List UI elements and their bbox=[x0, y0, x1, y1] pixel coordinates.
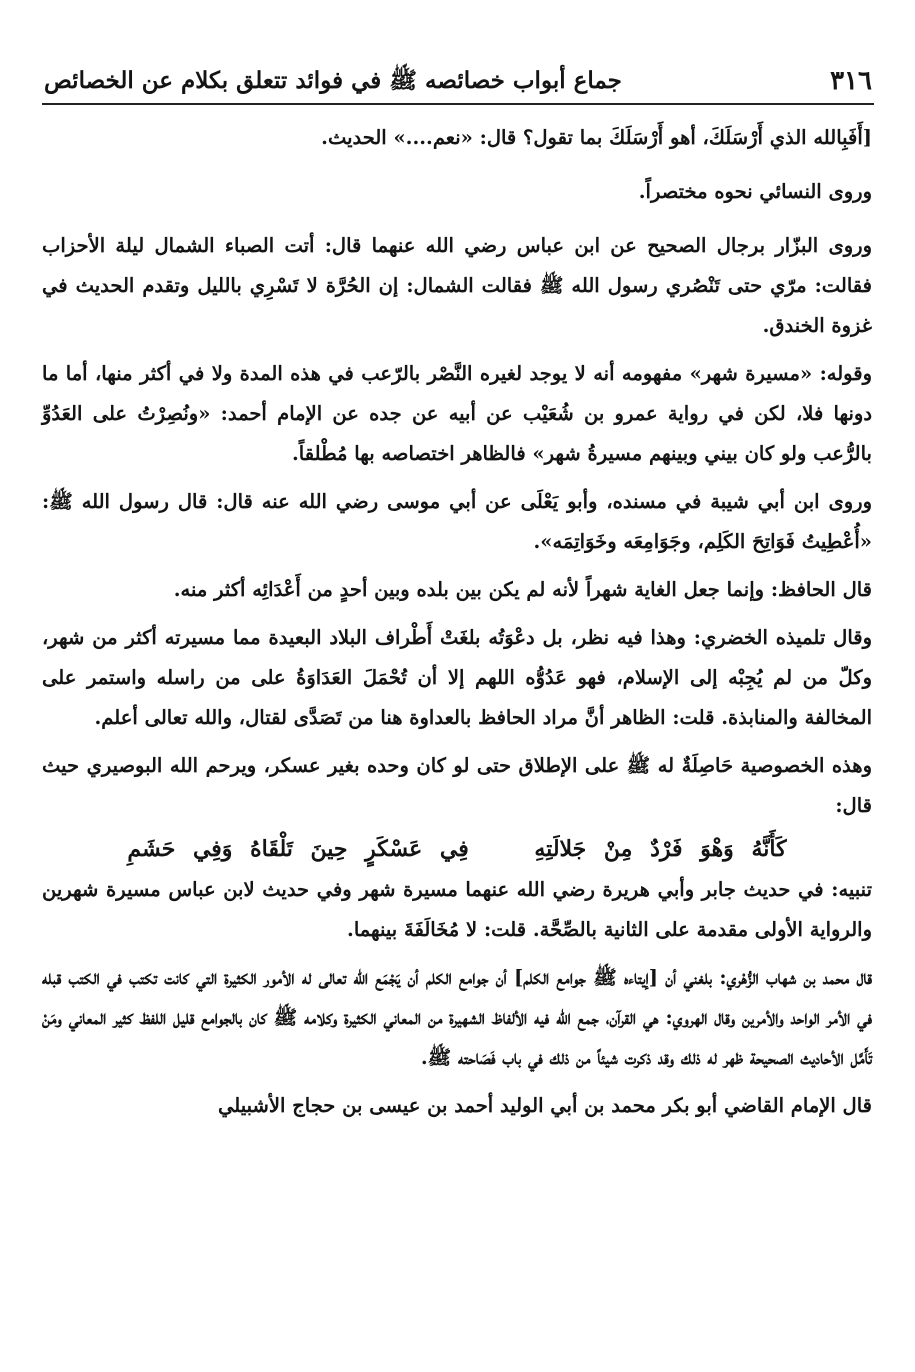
running-title: جماع أبواب خصائصه ﷺ في فوائد تتعلق بكلام عن الخصائص bbox=[44, 67, 622, 94]
header-rule bbox=[42, 103, 874, 105]
paragraph: وهذه الخصوصية حَاصِلَةٌ له ﷺ على الإطلاق حتى لو كان وحده بغير عسكر، ويرحم الله البوصيري حيث قال: bbox=[42, 754, 872, 817]
paragraph: قال محمد بن شهاب الزُّهْري: بلغني أن [إيتاءه ﷺ جوامع الكلم] أن جوامع الكلم أن يَجْمَع الله تعالى له الأمور الكثيرة التي كانت تكتب في الكتب قبله في الأمر الواحد والأمرين وقال الهروي: هي القرآن، جمع الله فيه الألفاظ الشهيرة من المعاني الكثيرة وكلامه ﷺ كان بالجوامع قليل اللفظ كثير المعاني ومَنْ تَأَمَّل الأحاديث الصحيحة ظهر له ذلك وقد ذكرت شيئاً من ذلك في باب فَصَاحته ﷺ. bbox=[42, 966, 872, 1069]
paragraph: قال الإمام القاضي أبو بكر محمد بن أبي الوليد أحمد بن عيسى بن حجاج الأشبيلي bbox=[218, 1094, 872, 1117]
page-header bbox=[44, 56, 872, 96]
note-label: تنبيه: bbox=[831, 878, 872, 901]
page-body bbox=[42, 118, 872, 1126]
poem-first-hemistich: كَأَنَّهُ وَهْوَ فَرْدٌ مِنْ جَلالَتِهِ bbox=[534, 836, 787, 862]
page-number: ٣١٦ bbox=[830, 66, 872, 96]
paragraph: وقوله: «مسيرة شهر» مفهومه أنه لا يوجد لغيره النَّصْر بالرّعب في هذه المدة ولا في أكثر منها، أما ما دونها فلا، لكن في رواية عمرو بن شُعَيْب عن أبيه عن جده عن الإمام أحمد: «ونُصِرْتُ على العَدُوِّ بالرُّعب ولو كان بيني وبينهم مسيرةُ شهر» فالظاهر اختصاصه بها مُطْلقاً. bbox=[42, 362, 872, 465]
poem-second-hemistich: فِي عَسْكَرٍ حِينَ تَلْقَاهُ وَفِي حَشَمِ bbox=[127, 836, 469, 862]
note-text: في حديث جابر وأبي هريرة رضي الله عنهما مسيرة شهر وفي حديث لابن عباس مسيرة شهرين والرواية الأولى مقدمة على الثانية بالصِّحَّة. قلت: لا مُخَالَفَةَ بينهما. bbox=[42, 878, 872, 941]
paragraph: وروى النسائي نحوه مختصراً. bbox=[638, 180, 872, 203]
paragraph: وقال تلميذه الخضري: وهذا فيه نظر، بل دعْوَتُه بلغَتْ أَطْراف البلاد البعيدة مما مسيرته أكثر من شهر، وكلّ من لم يُجِبْه إلى الإسلام، فهو عَدُوُّه اللهم إلا أن تُحْمَلَ العَدَاوَةُ على من راسله واستمر على المخالفة والمنابذة. قلت: الظاهر أنَّ مراد الحافظ بالعداوة هنا من تَصَدَّى لقتال، والله تعالى أعلم. bbox=[42, 626, 872, 729]
paragraph: [أَفَبِالله الذي أَرْسَلَكَ، أهو أَرْسَلَكَ بما تقول؟ قال: «نعم....» الحديث. bbox=[321, 126, 872, 149]
paragraph: قال الحافظ: وإنما جعل الغاية شهراً لأنه لم يكن بين بلده وبين أحدٍ من أَعْدَائِه أكثر منه. bbox=[173, 578, 872, 601]
poem-verse bbox=[42, 828, 872, 870]
note-paragraph bbox=[42, 870, 872, 950]
paragraph: وروى البزّار برجال الصحيح عن ابن عباس رضي الله عنهما قال: أتت الصباء الشمال ليلة الأحزاب فقالت: مرّي حتى تَنْصُري رسول الله ﷺ فقالت الشمال: إن الحُرَّة لا تَسْرِي بالليل وتقدم الحديث في غزوة الخندق. bbox=[42, 234, 872, 337]
paragraph: وروى ابن أبي شيبة في مسنده، وأبو يَعْلَى عن أبي موسى رضي الله عنه قال: قال رسول الله ﷺ: «أُعْطِيتُ فَوَاتِحَ الكَلِم، وجَوَامِعَه وخَوَاتِمَه». bbox=[42, 490, 872, 553]
